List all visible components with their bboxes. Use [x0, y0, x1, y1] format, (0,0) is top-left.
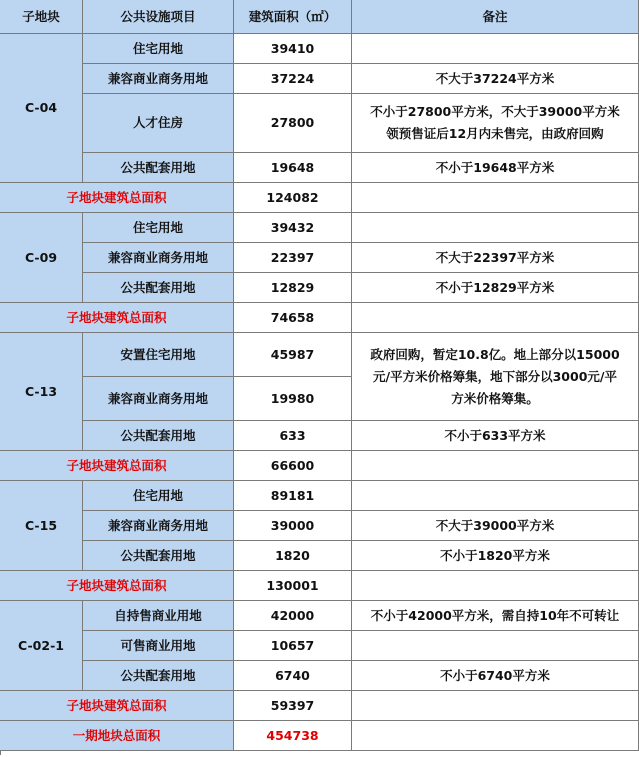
area-value: 6740: [234, 661, 352, 691]
area-value: 633: [234, 421, 352, 451]
header-area: 建筑面积（㎡）: [234, 0, 352, 34]
note-cell: [352, 631, 639, 661]
subtotal-value: 130001: [234, 571, 352, 601]
sub-plot-id: C-15: [0, 481, 83, 571]
subtotal-value: 59397: [234, 691, 352, 721]
facility-name: 住宅用地: [83, 213, 234, 243]
note-cell: 不小于1820平方米: [352, 541, 639, 571]
note-cell: [352, 481, 639, 511]
area-value: 19980: [234, 377, 352, 421]
area-value: 1820: [234, 541, 352, 571]
header-notes: 备注: [352, 0, 639, 34]
subtotal-label: 子地块建筑总面积: [0, 451, 234, 481]
grand-total-label: 一期地块总面积: [0, 721, 234, 751]
subtotal-value: 124082: [234, 183, 352, 213]
subtotal-label: 子地块建筑总面积: [0, 303, 234, 333]
area-value: 22397: [234, 243, 352, 273]
note-cell: 不大于22397平方米: [352, 243, 639, 273]
subtotal-note-empty: [352, 571, 639, 601]
note-cell: [352, 213, 639, 243]
area-value: 37224: [234, 64, 352, 94]
area-value: 19648: [234, 153, 352, 183]
header-sub-plot: 子地块: [0, 0, 83, 34]
area-value: 39432: [234, 213, 352, 243]
subtotal-note-empty: [352, 451, 639, 481]
subtotal-label: 子地块建筑总面积: [0, 571, 234, 601]
facility-name: 公共配套用地: [83, 421, 234, 451]
subtotal-note-empty: [352, 303, 639, 333]
facility-name: 安置住宅用地: [83, 333, 234, 377]
subtotal-note-empty: [352, 183, 639, 213]
area-value: 12829: [234, 273, 352, 303]
facility-name: 公共配套用地: [83, 541, 234, 571]
note-cell: 不小于42000平方米，需自持10年不可转让: [352, 601, 639, 631]
note-cell: [352, 34, 639, 64]
note-cell: 不小于27800平方米，不大于39000平方米 领预售证后12月内未售完，由政府回购: [352, 94, 639, 153]
note-cell: 不小于12829平方米: [352, 273, 639, 303]
facility-name: 公共配套用地: [83, 273, 234, 303]
facility-name: 兼容商业商务用地: [83, 243, 234, 273]
sub-plot-id: C-02-1: [0, 601, 83, 691]
subtotal-value: 74658: [234, 303, 352, 333]
facility-name: 公共配套用地: [83, 661, 234, 691]
area-value: 45987: [234, 333, 352, 377]
facility-name: 公共配套用地: [83, 153, 234, 183]
subtotal-note-empty: [352, 691, 639, 721]
subtotal-value: 66600: [234, 451, 352, 481]
note-cell: 不小于6740平方米: [352, 661, 639, 691]
area-value: 42000: [234, 601, 352, 631]
sub-plot-id: C-09: [0, 213, 83, 303]
area-value: 10657: [234, 631, 352, 661]
area-value: 39410: [234, 34, 352, 64]
sub-plot-id: C-04: [0, 34, 83, 183]
note-cell: 不大于39000平方米: [352, 511, 639, 541]
subtotal-label: 子地块建筑总面积: [0, 183, 234, 213]
facility-name: 兼容商业商务用地: [83, 64, 234, 94]
facility-name: 兼容商业商务用地: [83, 377, 234, 421]
area-value: 89181: [234, 481, 352, 511]
note-cell: 不小于19648平方米: [352, 153, 639, 183]
facility-name: 住宅用地: [83, 481, 234, 511]
sub-plot-id: C-13: [0, 333, 83, 451]
facility-name: 自持售商业用地: [83, 601, 234, 631]
area-value: 27800: [234, 94, 352, 153]
subtotal-label: 子地块建筑总面积: [0, 691, 234, 721]
facility-name: 可售商业用地: [83, 631, 234, 661]
grand-total-value: 454738: [234, 721, 352, 751]
facility-name: 住宅用地: [83, 34, 234, 64]
area-value: 39000: [234, 511, 352, 541]
grand-total-note-empty: [352, 721, 639, 751]
note-cell: 不小于633平方米: [352, 421, 639, 451]
merged-note-cell: 政府回购，暂定10.8亿。地上部分以15000 元/平方米价格筹集，地下部分以3000元/平 方米价格筹集。: [352, 333, 639, 421]
facility-name: 兼容商业商务用地: [83, 511, 234, 541]
facility-name: 人才住房: [83, 94, 234, 153]
note-cell: 不大于37224平方米: [352, 64, 639, 94]
header-facility: 公共设施项目: [83, 0, 234, 34]
